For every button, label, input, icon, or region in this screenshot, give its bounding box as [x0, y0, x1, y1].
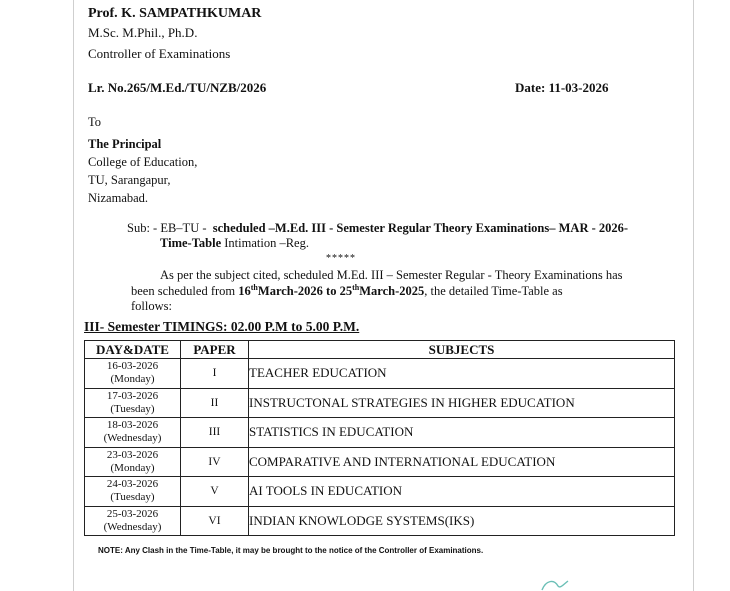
- recipient-to: To: [88, 115, 102, 129]
- paper-number: III: [181, 418, 249, 448]
- table-row: [85, 359, 675, 389]
- end-month: March-2025: [359, 284, 425, 298]
- row-day-date: [85, 477, 181, 507]
- body-line-2-post: , the detailed Time-Table as: [424, 284, 563, 298]
- row-day-date: [85, 359, 181, 389]
- exam-date: 23-03-2026: [106, 448, 159, 461]
- exam-day: (Tuesday): [110, 491, 155, 504]
- exam-date: 25-03-2026: [106, 507, 159, 520]
- header-day-date: DAY&DATE: [85, 341, 181, 359]
- header-subjects: SUBJECTS: [249, 341, 675, 359]
- body-line-2-pre: been scheduled from: [131, 284, 239, 298]
- exam-day: (Wednesday): [103, 520, 162, 533]
- start-month: March-2026 to: [257, 284, 340, 298]
- exam-day: (Monday): [110, 461, 155, 474]
- subject-name: TEACHER EDUCATION: [249, 359, 675, 389]
- sender-designation: Controller of Examinations: [88, 46, 231, 61]
- end-day: 25: [339, 284, 353, 298]
- subject-prefix: Sub: - EB–TU -: [127, 221, 207, 235]
- paper-number: V: [181, 477, 249, 507]
- letter-date: Date: 11-03-2026: [515, 80, 609, 95]
- exam-day: (Tuesday): [110, 402, 155, 415]
- letter-ref-no: Lr. No.265/M.Ed./TU/NZB/2026: [88, 80, 267, 95]
- end-day-suffix: th: [352, 282, 360, 292]
- exam-date: 17-03-2026: [106, 389, 159, 402]
- page-border-right: [693, 0, 694, 591]
- table-row: [85, 388, 675, 418]
- subject-name: INDIAN KNOWLODGE SYSTEMS(IKS): [249, 506, 675, 536]
- subject-separator: *****: [326, 253, 356, 264]
- exam-start-date: [238, 284, 424, 298]
- exam-date: 24-03-2026: [106, 478, 159, 491]
- subject-name: INSTRUCTONAL STRATEGIES IN HIGHER EDUCATION: [249, 388, 675, 418]
- timetable-header-row: [85, 341, 675, 359]
- page-border-left: [73, 0, 74, 591]
- subject-intimation: Intimation –Reg.: [221, 236, 309, 250]
- subject-text: scheduled –M.Ed. III - Semester Regular Theory Examinations– MAR - 2026-: [212, 221, 629, 235]
- recipient-line-3: Nizamabad.: [88, 191, 149, 205]
- sender-name: Prof. K. SAMPATHKUMAR: [88, 6, 262, 21]
- clash-note: NOTE: Any Clash in the Time-Table, it may be brought to the notice of the Controller of Examinations.: [98, 546, 484, 555]
- recipient-line-1: College of Education,: [88, 155, 198, 169]
- body-line-2: [131, 284, 563, 299]
- table-row: [85, 477, 675, 507]
- row-day-date: [85, 506, 181, 536]
- exam-date: 18-03-2026: [106, 419, 159, 432]
- exam-date: 16-03-2026: [106, 360, 159, 373]
- subject-name: AI TOOLS IN EDUCATION: [249, 477, 675, 507]
- row-day-date: [85, 447, 181, 477]
- signature-mark: [540, 578, 570, 591]
- subject-line-1: [127, 221, 628, 236]
- recipient-title: The Principal: [88, 137, 162, 151]
- header-paper: PAPER: [181, 341, 249, 359]
- subject-line-2: [160, 236, 309, 251]
- table-row: [85, 447, 675, 477]
- paper-number: VI: [181, 506, 249, 536]
- recipient-line-2: TU, Sarangapur,: [88, 173, 171, 187]
- sender-qualifications: M.Sc. M.Phil., Ph.D.: [88, 25, 198, 40]
- subject-name: STATISTICS IN EDUCATION: [249, 418, 675, 448]
- row-day-date: [85, 418, 181, 448]
- table-row: [85, 418, 675, 448]
- paper-number: IV: [181, 447, 249, 477]
- exam-day: (Monday): [110, 373, 155, 386]
- timetable-title: III- Semester TIMINGS: 02.00 P.M to 5.00 P.M.: [84, 319, 360, 334]
- start-day-suffix: th: [250, 282, 258, 292]
- timetable: [84, 340, 675, 536]
- subject-timetable: Time-Table: [160, 236, 222, 250]
- start-day: 16: [238, 284, 251, 298]
- paper-number: I: [181, 359, 249, 389]
- exam-day: (Wednesday): [103, 432, 162, 445]
- signature-stroke: [542, 581, 568, 590]
- body-line-1: As per the subject cited, scheduled M.Ed. III – Semester Regular - Theory Examinations has: [160, 268, 623, 282]
- table-row: [85, 506, 675, 536]
- subject-name: COMPARATIVE AND INTERNATIONAL EDUCATION: [249, 447, 675, 477]
- paper-number: II: [181, 388, 249, 418]
- body-line-3: follows:: [131, 299, 172, 313]
- row-day-date: [85, 388, 181, 418]
